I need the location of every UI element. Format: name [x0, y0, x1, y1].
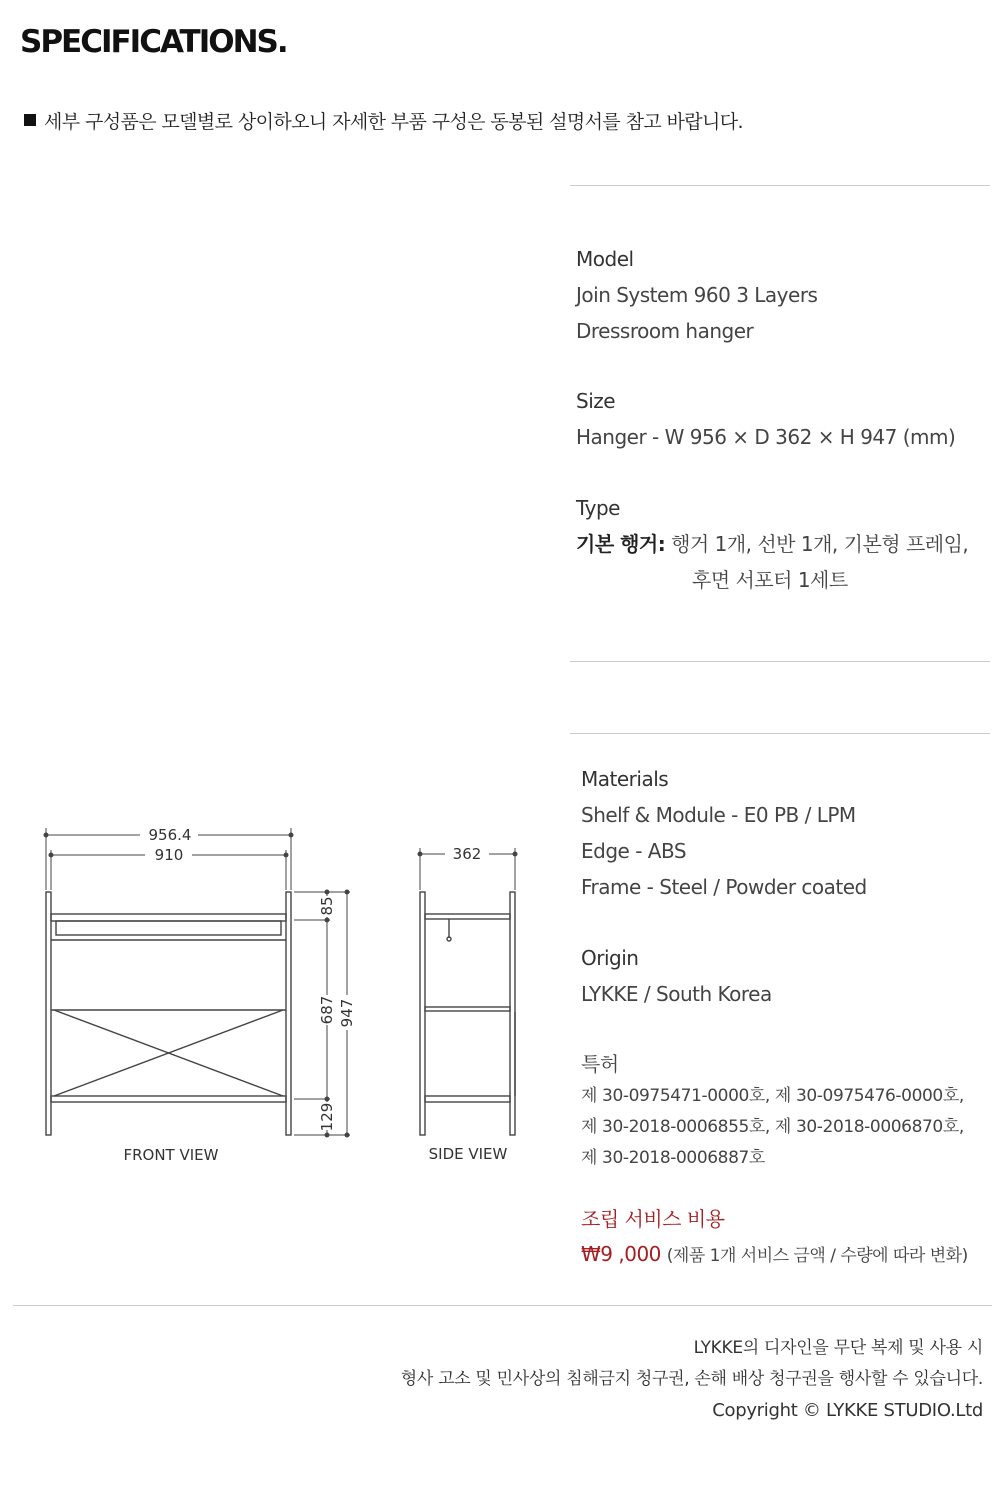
- technical-drawing: [0, 800, 560, 1180]
- materials-line-1: Shelf & Module - E0 PB / LPM: [581, 803, 856, 827]
- side-back-post: [510, 892, 515, 1135]
- front-left-post: [46, 892, 51, 1135]
- model-label: Model: [576, 247, 634, 271]
- origin-section: [581, 940, 772, 1012]
- page-title: SPECIFICATIONS.: [20, 24, 287, 60]
- assembly-price: ₩9 ,000: [581, 1242, 661, 1266]
- type-section: [576, 490, 968, 598]
- type-line-2: 후면 서포터 1세트: [692, 568, 848, 592]
- side-front-post: [420, 892, 425, 1135]
- assembly-price-row: [581, 1236, 968, 1274]
- side-view: [420, 892, 515, 1135]
- divider-middle-2: [570, 733, 990, 734]
- front-view: [46, 892, 291, 1135]
- patent-line-1: 제 30-0975471-0000호, 제 30-0975476-0000호,: [581, 1086, 964, 1106]
- notice-line: [24, 107, 743, 134]
- footer-copyright: Copyright © LYKKE STUDIO.Ltd: [712, 1400, 983, 1421]
- patent-line-3: 제 30-2018-0006887호: [581, 1148, 765, 1168]
- side-top-shelf: [425, 914, 510, 919]
- assembly-price-note: (제품 1개 서비스 금액 / 수량에 따라 변화): [666, 1246, 968, 1266]
- divider-top: [570, 185, 990, 186]
- front-dimensions: [44, 828, 350, 1137]
- origin-value: LYKKE / South Korea: [581, 982, 772, 1006]
- side-bottom-shelf: [425, 1096, 510, 1102]
- size-section: [576, 383, 955, 455]
- model-section: [576, 241, 817, 349]
- model-line-2: Dressroom hanger: [576, 319, 754, 343]
- front-top-shelf: [51, 914, 286, 921]
- dim-width-total: 956.4: [148, 826, 192, 844]
- type-label: Type: [576, 496, 620, 520]
- front-bottom-rail: [51, 1096, 286, 1102]
- footer-line-1: LYKKE의 디자인을 무단 복제 및 사용 시: [693, 1338, 983, 1358]
- side-middle-shelf: [425, 1007, 510, 1011]
- front-right-post: [286, 892, 291, 1135]
- type-prefix: 기본 행거:: [576, 532, 666, 556]
- dim-depth: 362: [452, 845, 482, 863]
- size-label: Size: [576, 389, 616, 413]
- dim-total-height: 947: [338, 998, 356, 1028]
- front-top-module: [56, 921, 281, 935]
- dim-mid-height: 687: [318, 995, 336, 1025]
- origin-label: Origin: [581, 946, 639, 970]
- assembly-label: 조립 서비스 비용: [581, 1207, 725, 1231]
- footer: [401, 1333, 983, 1426]
- notice-text: 세부 구성품은 모델별로 상이하오니 자세한 부품 구성은 동봉된 설명서를 참고 바랍니다.: [44, 111, 743, 133]
- divider-middle-1: [570, 661, 990, 662]
- materials-line-2: Edge - ABS: [581, 839, 687, 863]
- patent-line-2: 제 30-2018-0006855호, 제 30-2018-0006870호,: [581, 1117, 964, 1137]
- dim-bottom-gap: 129: [318, 1102, 336, 1132]
- patent-list: [581, 1081, 964, 1174]
- materials-label: Materials: [581, 767, 669, 791]
- patent-label: 특허: [581, 1052, 619, 1076]
- size-value: Hanger - W 956 × D 362 × H 947 (mm): [576, 425, 956, 449]
- front-view-label: FRONT VIEW: [123, 1146, 219, 1164]
- square-bullet-icon: [24, 114, 36, 126]
- materials-line-3: Frame - Steel / Powder coated: [581, 875, 867, 899]
- side-view-label: SIDE VIEW: [428, 1145, 508, 1163]
- type-line-1: 행거 1개, 선반 1개, 기본형 프레임,: [671, 532, 969, 556]
- dim-top-gap: 85: [318, 896, 336, 916]
- dim-width-inner: 910: [154, 846, 184, 864]
- model-line-1: Join System 960 3 Layers: [576, 283, 818, 307]
- footer-line-2: 형사 고소 및 민사상의 침해금지 청구권, 손해 배상 청구권을 행사할 수 있습니다.: [400, 1369, 983, 1389]
- divider-footer: [13, 1305, 992, 1306]
- materials-section: [581, 761, 867, 905]
